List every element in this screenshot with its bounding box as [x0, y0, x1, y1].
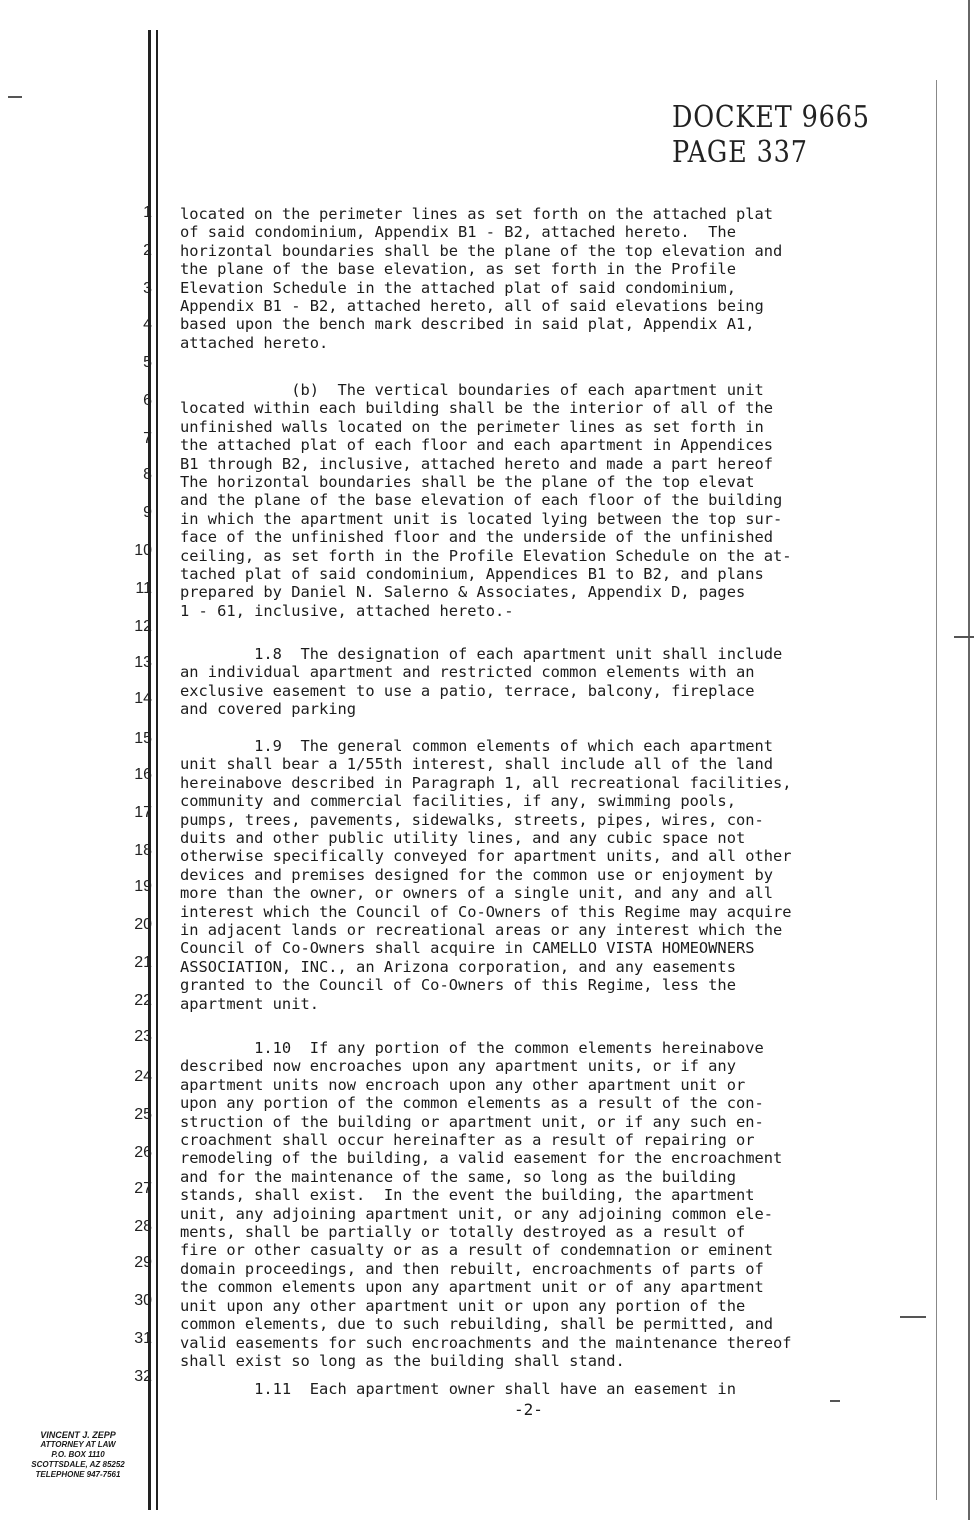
line-number: 10 [134, 542, 152, 559]
scan-mark [8, 96, 22, 98]
line-number: 22 [134, 992, 152, 1009]
line-number: 28 [134, 1218, 152, 1235]
attorney-phone: TELEPHONE 947-7561 [35, 1470, 121, 1479]
line-number: 30 [134, 1292, 152, 1309]
line-number: 1 [143, 204, 152, 221]
line-number: 11 [135, 580, 152, 597]
scan-mark [830, 1400, 840, 1402]
attorney-po-box: P.O. BOX 1110 [51, 1450, 105, 1459]
paragraph-1-10: 1.10 If any portion of the common elements hereinabove described now encroaches upon any apartment units, or if any apartment units now encroach upon any other apartment unit or upon any portion of the common elements as a result of the con- struction of the building or apartment unit, or if any such en- croachment shall occur hereinafter as a result of repairing or remodeling of the building, a valid easement for the encroachment and for the maintenance of the same, so long as the building stands, shall exist. In the event the building, the apartment unit, any adjoining apartment unit, or any adjoining common ele- ments, shall be partially or totally destroyed as a result of fire or other casualty or as a result of condemnation or eminent domain proceedings, and then rebuilt, encroachments of parts of the common elements upon any apartment unit or of any apartment unit upon any other apartment unit or upon any portion of the common elements, due to such rebuilding, shall be permitted, and valid easements for such encroachments and the maintenance thereof shall exist so long as the building shall stand. [180, 1039, 792, 1370]
line-number: 17 [134, 804, 152, 821]
attorney-title: ATTORNEY AT LAW [40, 1440, 116, 1449]
line-number: 19 [134, 878, 152, 895]
line-number: 31 [134, 1330, 152, 1347]
line-number: 24 [134, 1068, 152, 1085]
line-number: 7 [143, 430, 152, 447]
line-number: 23 [134, 1028, 152, 1045]
line-number: 26 [134, 1144, 152, 1161]
line-number: 8 [143, 466, 152, 483]
line-number: 16 [134, 766, 152, 783]
line-number: 18 [134, 842, 152, 859]
line-number: 13 [134, 654, 152, 671]
line-number: 25 [134, 1106, 152, 1123]
paragraph-1-8: 1.8 The designation of each apartment unit shall include an individual apartment and restricted common elements with an exclusive easement to use a patio, terrace, balcony, fireplace and covered parking [180, 645, 783, 719]
right-margin-rule [936, 80, 937, 1500]
paragraph-vertical-boundaries: (b) The vertical boundaries of each apartment unit located within each building shall be the interior of all of the unfinished walls located on the perimeter lines as set forth in the attached plat of each floor and each apartment in Appendices B1 through B2, inclusive, attached hereto and made a part hereof The horizontal boundaries shall be the plane of the top elevat and the plane of the base elevation of each floor of the building in which the apartment unit is located lying between the top sur- face of the unfinished floor and the underside of the unfinished ceiling, as set forth in the Profile Elevation Schedule on the at- tached plat of said condominium, Appendices B1 to B2, and plans prepared by Daniel N. Salerno & Associates, Appendix D, pages 1 - 61, inclusive, attached hereto.- [180, 381, 792, 620]
line-number: 3 [143, 280, 152, 297]
paragraph-1-11: 1.11 Each apartment owner shall have an easement in [180, 1380, 736, 1398]
line-number: 6 [143, 392, 152, 409]
right-edge-rule [968, 0, 970, 1520]
attorney-block [8, 1430, 148, 1480]
line-number: 14 [134, 690, 152, 707]
line-number: 21 [134, 954, 152, 971]
line-number: 29 [134, 1254, 152, 1271]
line-number: 2 [143, 242, 152, 259]
line-number: 27 [134, 1180, 152, 1197]
left-margin-rule-inner [156, 30, 158, 1510]
attorney-name: VINCENT J. ZEPP [40, 1430, 116, 1440]
line-number: 12 [134, 618, 152, 635]
paragraph-boundaries-continued: located on the perimeter lines as set forth on the attached plat of said condominium, Appendix B1 - B2, attached hereto. The horizontal boundaries shall be the plane of the top elevation and the plane of the base elevation, as set forth in the Profile Elevation Schedule in the attached plat of said condominium, Appendix B1 - B2, attached hereto, all of said elevations being based upon the bench mark described in said plat, Appendix A1, attached hereto. [180, 205, 783, 352]
page-number: -2- [514, 1400, 543, 1419]
line-number: 5 [143, 354, 152, 371]
line-number: 20 [134, 916, 152, 933]
paragraph-1-9: 1.9 The general common elements of which each apartment unit shall bear a 1/55th interest, shall include all of the land hereinabove described in Paragraph 1, all recreational facilities, community and commercial facilities, if any, swimming pools, pumps, trees, pavements, sidewalks, streets, pipes, wires, con- duits and other public utility lines, and any cubic space not otherwise specifically conveyed for apartment units, and all other devices and premises designed for the common use or enjoyment by more than the owner, or owners of a single unit, and any and all interest which the Council of Co-Owners of this Regime may acquire in adjacent lands or recreational areas or any interest which the Council of Co-Owners shall acquire in CAMELLO VISTA HOMEOWNERS ASSOCIATION, INC., an Arizona corporation, and any easements granted to the Council of Co-Owners of this Regime, less the apartment unit. [180, 737, 792, 1013]
line-number: 9 [143, 504, 152, 521]
line-number: 32 [134, 1368, 152, 1385]
book-page-reference: DOCKET 9665 PAGE 337 [672, 100, 870, 170]
scan-mark [954, 636, 974, 638]
attorney-city: SCOTTSDALE, AZ 85252 [31, 1460, 125, 1469]
line-number: 15 [134, 730, 152, 747]
line-number: 4 [143, 316, 152, 333]
